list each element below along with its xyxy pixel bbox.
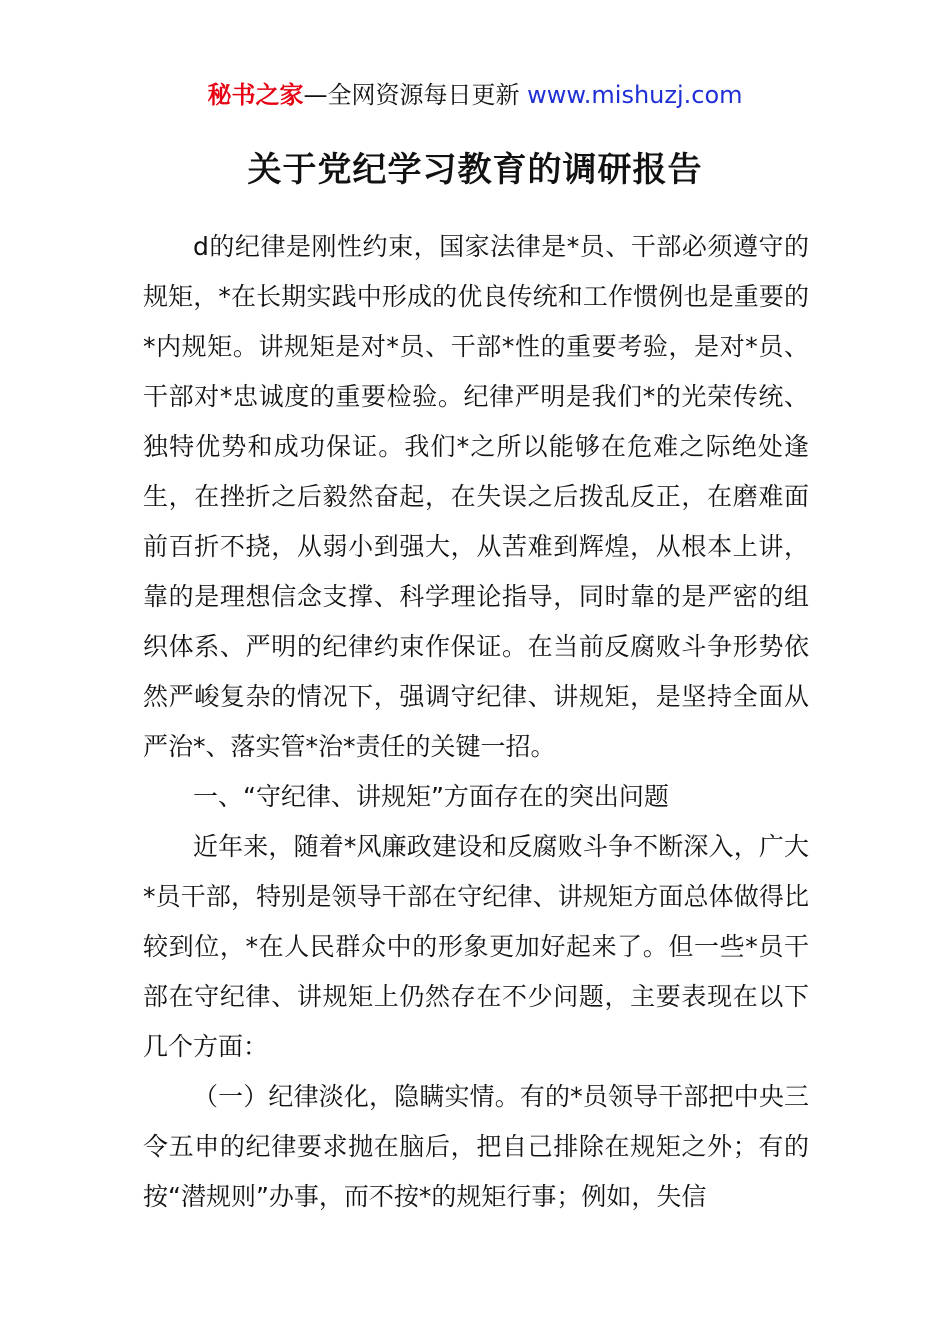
section-heading-1: 一、“守纪律、讲规矩”方面存在的突出问题 (193, 782, 669, 811)
paragraph-intro: d的纪律是刚性约束，国家法律是*员、干部必须遵守的规矩，*在长期实践中形成的优良传统和工作惯例也是重要的*内规矩。讲规矩是对*员、干部*性的重要考验，是对*员、干部对*忠诚度的重要检验。纪律严明是我们*的光荣传统、独特优势和成功保证。我们*之所以能够在危难之际绝处逢生，在挫折之后毅然奋起，在失误之后拨乱反正，在磨难面前百折不挠，从弱小到强大，从苦难到辉煌，从根本上讲，靠的是理想信念支撑、科学理论指导，同时靠的是严密的组织体系、严明的纪律约束作保证。在当前反腐败斗争形势依然严峻复杂的情况下，强调守纪律、讲规矩，是坚持全面从严治*、落实管*治*责任的关键一招。 (143, 232, 809, 761)
paragraph-overview: 近年来，随着*风廉政建设和反腐败斗争不断深入，广大*员干部，特别是领导干部在守纪律、讲规矩方面总体做得比较到位，*在人民群众中的形象更加好起来了。但一些*员干部在守纪律、讲规矩上仍然存在不少问题，主要表现在以下几个方面： (143, 832, 809, 1061)
header-tagline: —全网资源每日更新 (303, 81, 520, 109)
document-body (143, 222, 809, 1222)
document-title: 关于党纪学习教育的调研报告 (247, 150, 703, 190)
brand-name: 秘书之家 (207, 81, 304, 109)
site-url-link[interactable]: www.mishuzj.com (527, 81, 743, 109)
site-header (0, 78, 950, 112)
paragraph-subsection-1: （一）纪律淡化，隐瞒实情。有的*员领导干部把中央三令五申的纪律要求抛在脑后，把自己排除在规矩之外；有的按“潜规则”办事，而不按*的规矩行事；例如，失信 (143, 1082, 809, 1211)
